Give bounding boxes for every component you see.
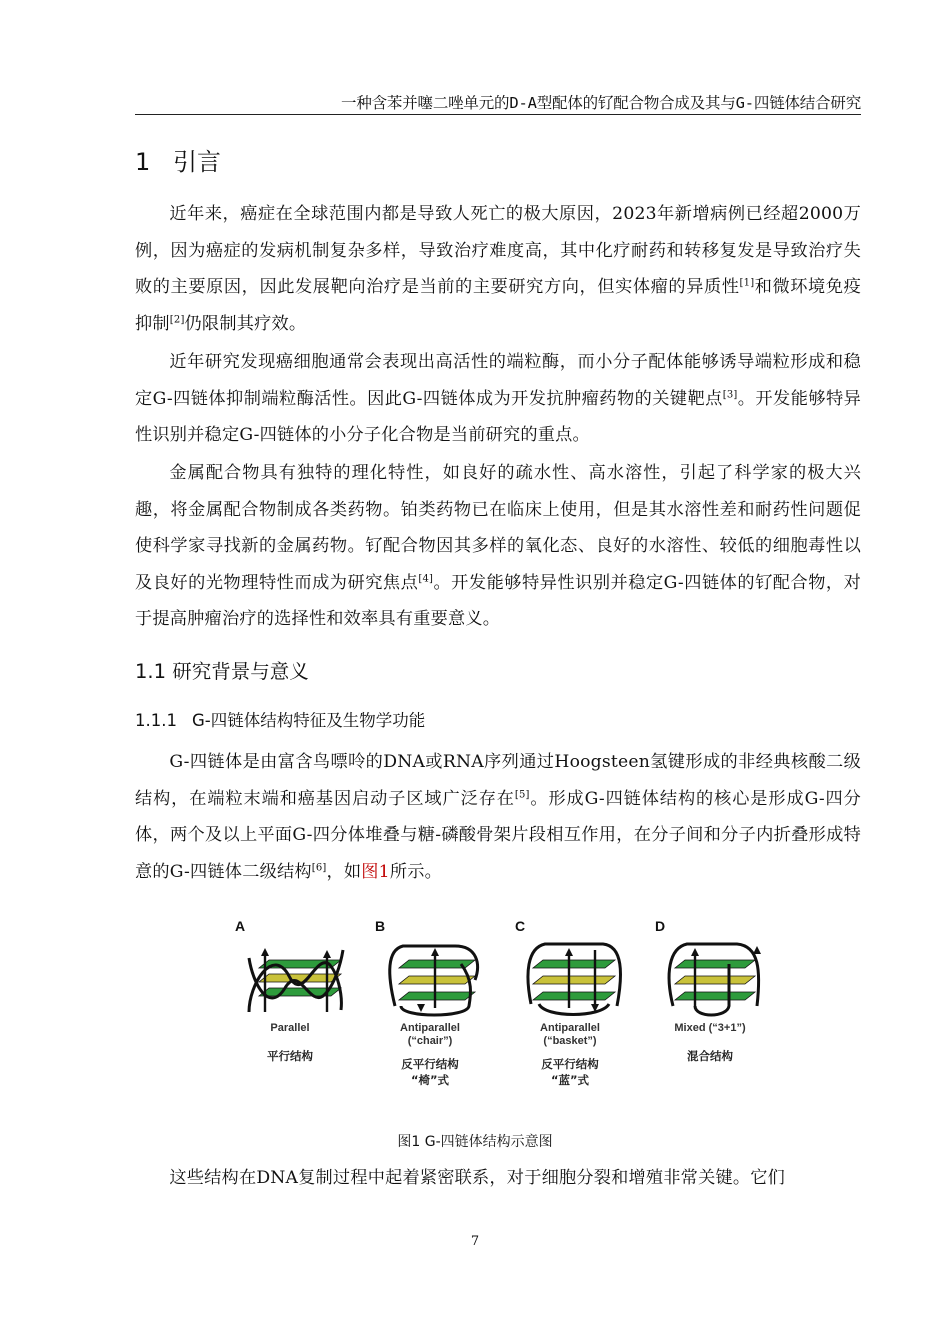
- text-run: G-四链体是由富含鸟嘌呤的DNA或RNA序列通过Hoogsteen氢键形成的非经典核酸二级结构，在端粒末端和癌基因启动子区域广泛存在: [135, 752, 861, 809]
- panel-label-cn: [365, 1056, 495, 1088]
- section-title: 引言: [173, 148, 221, 176]
- page-number: 7: [470, 1234, 480, 1249]
- figure-panel-a: [225, 918, 365, 1098]
- section-title: 研究背景与意义: [172, 660, 309, 683]
- citation[interactable]: [2]: [169, 314, 185, 326]
- paragraph-5: [135, 1160, 861, 1197]
- label-line: (“chair”): [407, 1035, 453, 1047]
- section-title: G-四链体结构特征及生物学功能: [192, 711, 426, 730]
- label-line: Mixed (“3+1”): [674, 1022, 746, 1034]
- figure-g-quadruplex: [225, 918, 785, 1098]
- section-heading-1: [135, 146, 221, 178]
- label-line: 反平行结构: [541, 1057, 599, 1071]
- figure-panel-d: [645, 918, 785, 1098]
- text-run: 仍限制其疗效。: [184, 313, 307, 334]
- text-run: 金属配合物具有独特的理化特性，如良好的疏水性、高水溶性，引起了科学家的极大兴趣，将金属配合物制成各类药物。铂类药物已在临床上使用，但是其水溶性差和耐药性问题促使科学家寻找新的金属药物。钌配合物因其多样的氧化态、良好的水溶性、较低的细胞毒性以及良好的光物理特性而成为研究焦点: [135, 463, 861, 593]
- paragraph-3: [135, 455, 861, 638]
- mixed-quadruplex-diagram: [665, 934, 765, 1020]
- panel-label-en: [225, 1022, 355, 1035]
- running-header: 一种含苯并噻二唑单元的D-A型配体的钌配合物合成及其与G-四链体结合研究: [135, 92, 861, 115]
- label-line: 平行结构: [267, 1049, 313, 1063]
- citation[interactable]: [5]: [514, 788, 530, 800]
- figure-caption: 图1 G-四链体结构示意图: [397, 1134, 553, 1150]
- text-run: 近年来，癌症在全球范围内都是导致人死亡的极大原因，2023年新增病例已经超2000万例，因为癌症的发病机制复杂多样，导致治疗难度高，其中化疗耐药和转移复发是导致治疗失败的主要原因，因此发展靶向治疗是当前的主要研究方向，但实体瘤的异质性: [135, 204, 861, 298]
- text-run: 。开发能够特异性识别并稳定G-四链体的钌配合物，对于提高肿瘤治疗的选择性和效率具有重要意义。: [135, 572, 862, 630]
- figure-panel-b: [365, 918, 505, 1098]
- text-run: 和微环境免疫抑制: [135, 277, 861, 334]
- text-run: 。形成G-四链体结构的核心是形成G-四分体，两个及以上平面G-四分体堆叠与糖-磷酸骨架片段相互作用，在分子间和分子内折叠形成特意的G-四链体二级结构: [135, 788, 862, 882]
- text-run: 所示。: [389, 861, 442, 882]
- panel-label-cn: [225, 1048, 355, 1064]
- panel-label-cn: [505, 1056, 635, 1088]
- label-line: Parallel: [270, 1022, 310, 1034]
- label-line: Antiparallel: [540, 1022, 600, 1034]
- basket-quadruplex-diagram: [525, 934, 625, 1020]
- figure-link[interactable]: 图1: [361, 861, 390, 882]
- section-heading-1-1: [135, 658, 309, 686]
- panel-letter: D: [655, 918, 666, 934]
- section-number: 1.1.1: [135, 711, 177, 730]
- text-run: 近年研究发现癌细胞通常会表现出高活性的端粒酶，而小分子配体能够诱导端粒形成和稳定G-四链体抑制端粒酶活性。因此G-四链体成为开发抗肿瘤药物的关键靶点: [135, 352, 861, 409]
- citation[interactable]: [4]: [418, 573, 434, 585]
- citation[interactable]: [1]: [739, 277, 755, 289]
- section-number: 1.1: [135, 660, 167, 683]
- section-heading-1-1-1: [135, 708, 425, 734]
- text-run: ，如: [326, 861, 362, 882]
- label-line: “椅”式: [410, 1073, 450, 1087]
- citation[interactable]: [3]: [722, 388, 738, 400]
- text-run: 。开发能够特异性识别并稳定G-四链体的小分子化合物是当前研究的重点。: [135, 388, 861, 446]
- panel-letter: B: [375, 918, 386, 934]
- paragraph-1: [135, 196, 861, 342]
- paragraph-2: [135, 344, 861, 454]
- section-number: 1: [135, 148, 151, 176]
- figure-panel-c: [505, 918, 645, 1098]
- panel-label-en: [645, 1022, 775, 1035]
- panel-label-en: [365, 1022, 495, 1048]
- label-line: 混合结构: [687, 1049, 733, 1063]
- panel-label-en: [505, 1022, 635, 1048]
- label-line: 反平行结构: [401, 1057, 459, 1071]
- panel-letter: A: [235, 918, 246, 934]
- panel-label-cn: [645, 1048, 775, 1064]
- text-run: 这些结构在DNA复制过程中起着紧密联系，对于细胞分裂和增殖非常关键。它们: [169, 1168, 786, 1188]
- paragraph-4: [135, 744, 861, 890]
- panel-letter: C: [515, 918, 526, 934]
- chair-quadruplex-diagram: [385, 934, 485, 1020]
- citation[interactable]: [6]: [311, 862, 327, 874]
- label-line: Antiparallel: [400, 1022, 460, 1034]
- parallel-quadruplex-diagram: [245, 934, 345, 1020]
- label-line: (“basket”): [543, 1035, 597, 1047]
- label-line: “蓝”式: [550, 1073, 590, 1087]
